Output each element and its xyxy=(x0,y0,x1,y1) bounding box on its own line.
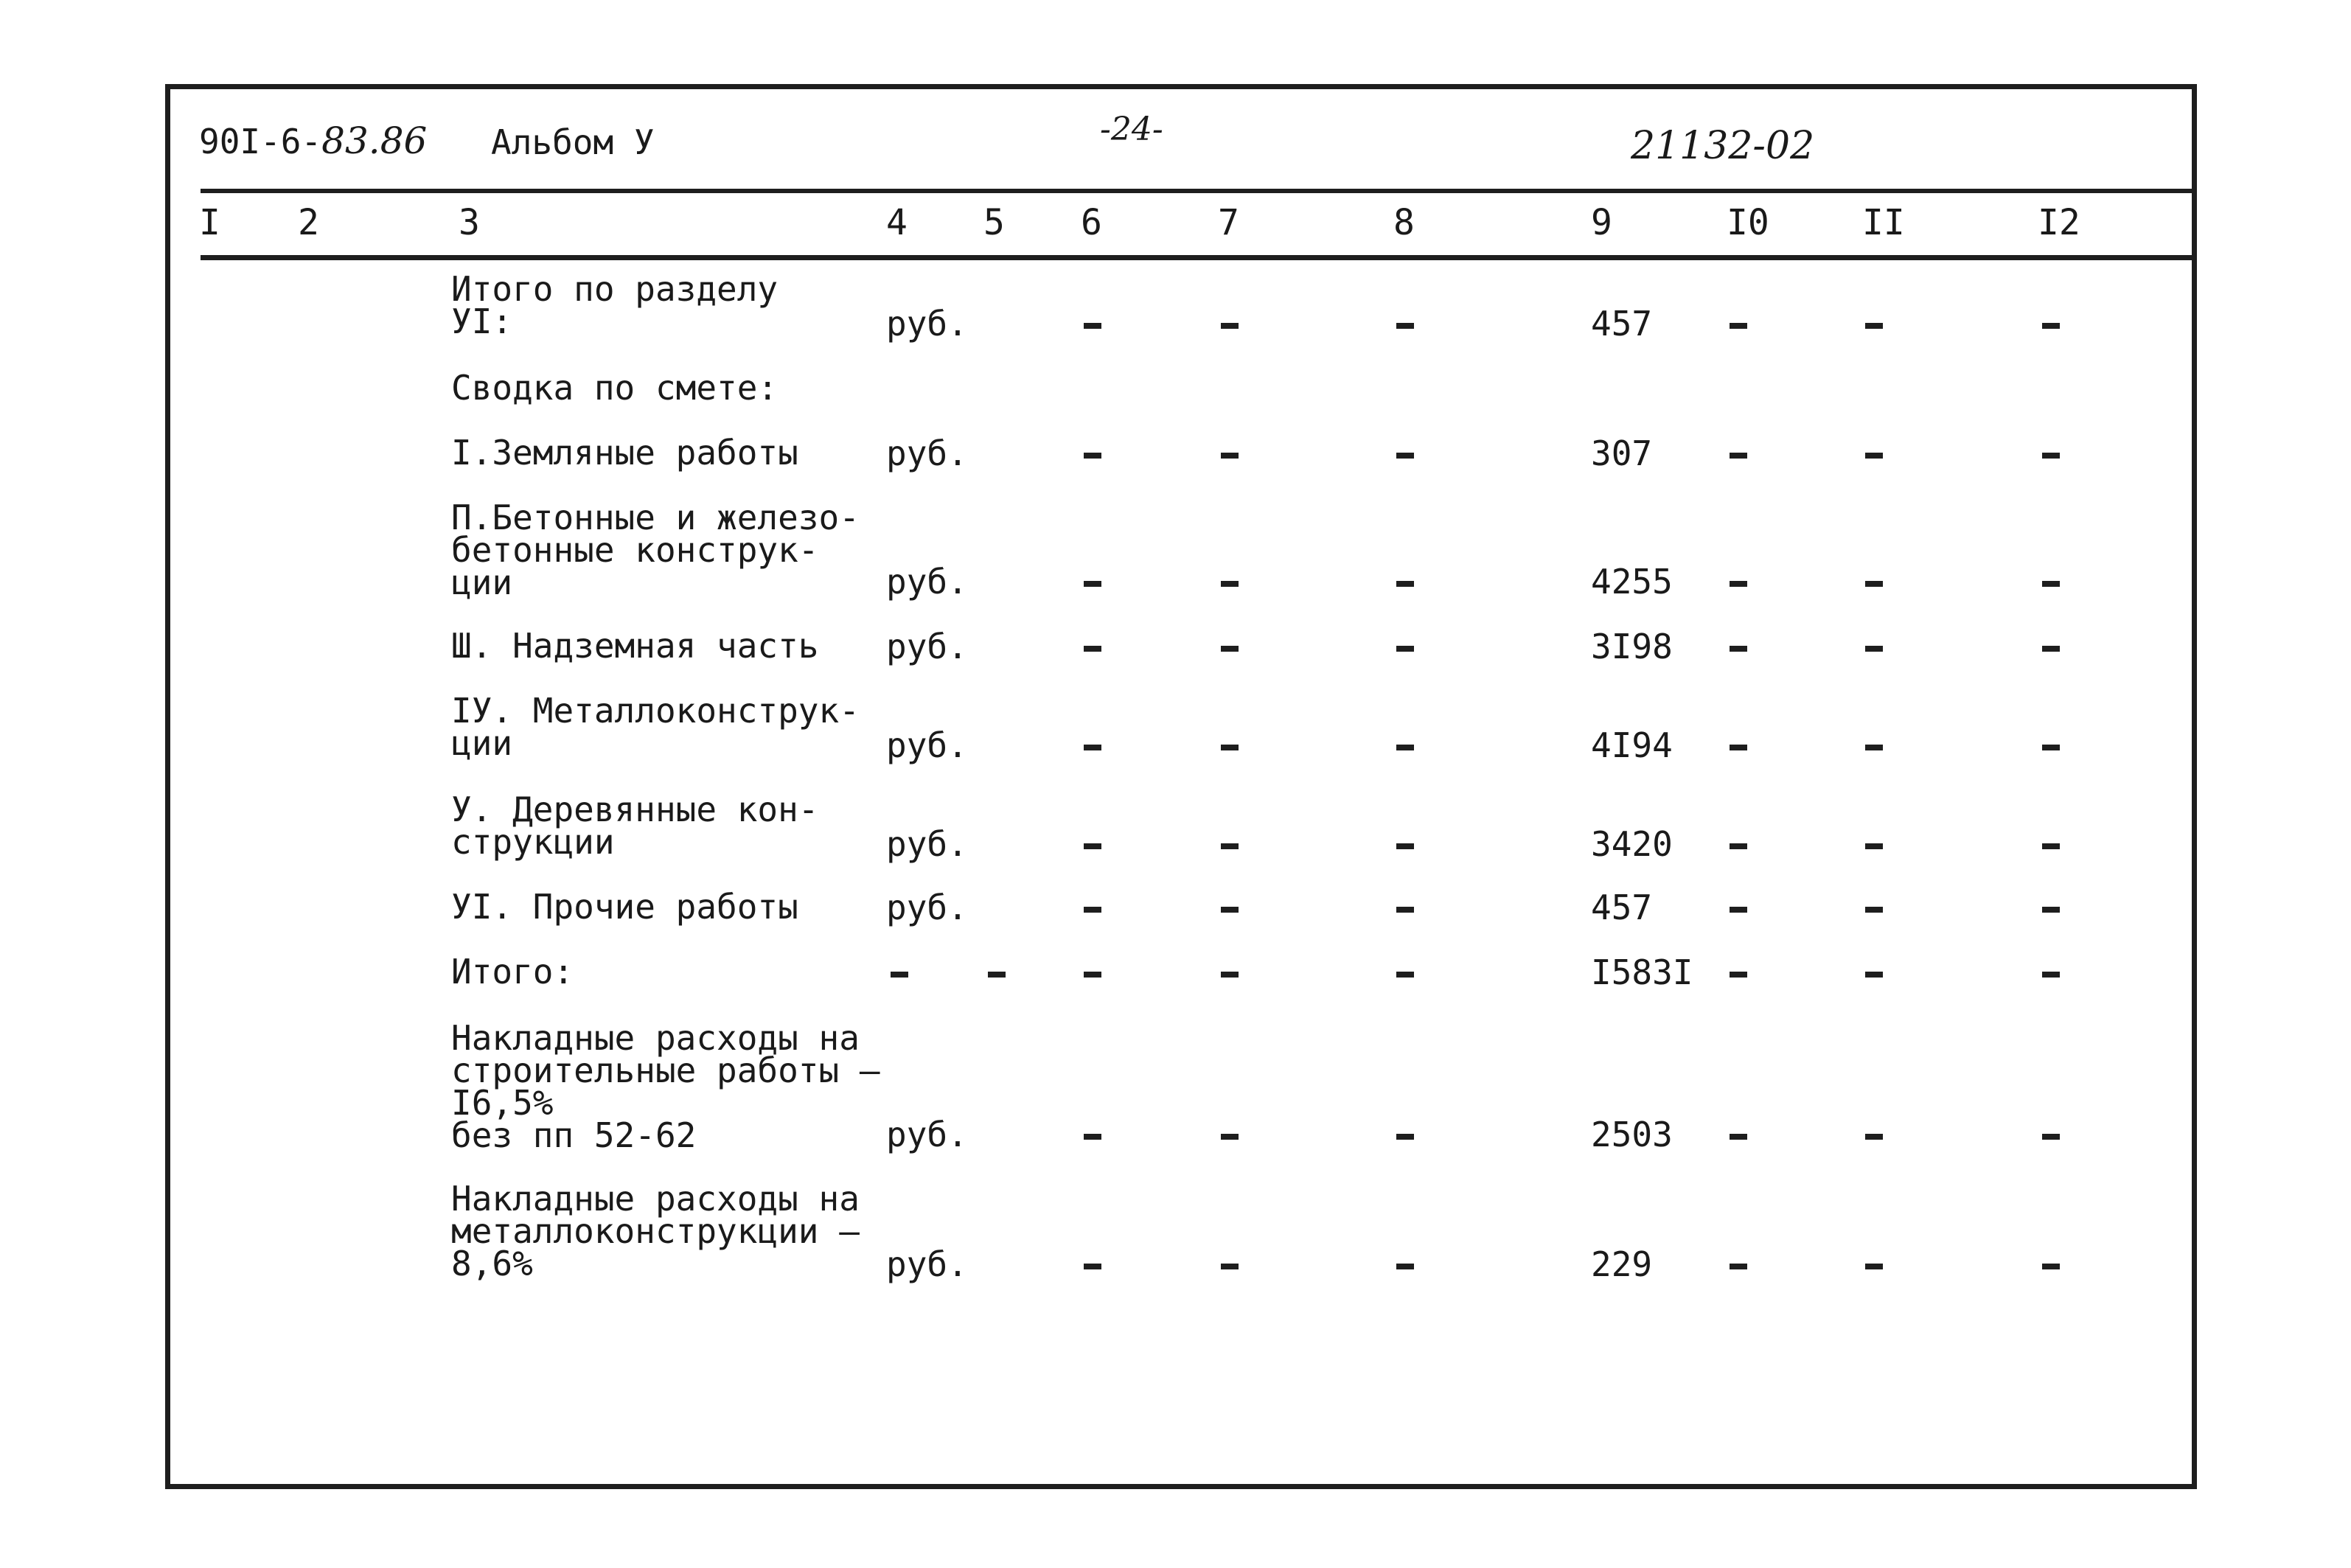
dash-mark xyxy=(1865,745,1883,750)
dash-mark xyxy=(1865,323,1883,329)
dash-mark xyxy=(1084,972,1101,978)
doc-code-printed: 90I-6- xyxy=(199,122,322,161)
value-cell: 3420 xyxy=(1591,824,1673,864)
dash-mark xyxy=(1221,1264,1239,1269)
dash-mark xyxy=(1221,907,1239,913)
dash-mark xyxy=(2042,972,2060,978)
dash-mark xyxy=(1084,1264,1101,1269)
dash-mark xyxy=(1396,1264,1414,1269)
row-label: П.Бетонные и железо- бетонные конструк- ции xyxy=(451,498,860,602)
column-heading: 9 xyxy=(1591,202,1612,243)
doc-code-handwritten: 83.86 xyxy=(321,119,428,162)
unit-cell: руб. xyxy=(886,824,968,864)
dash-mark xyxy=(2042,646,2060,652)
row-label: У. Деревянные кон- струкции xyxy=(451,790,819,862)
dash-mark xyxy=(891,972,908,978)
dash-mark xyxy=(1221,646,1239,652)
value-cell: 307 xyxy=(1591,433,1653,473)
dash-mark xyxy=(1221,843,1239,849)
dash-mark xyxy=(1084,323,1101,329)
dash-mark xyxy=(988,972,1006,978)
unit-cell: руб. xyxy=(886,1115,968,1154)
dash-mark xyxy=(1730,745,1747,750)
column-heading: 5 xyxy=(983,202,1005,243)
dash-mark xyxy=(1730,843,1747,849)
dash-mark xyxy=(1865,843,1883,849)
sheet-code: 21132-02 xyxy=(1631,124,1815,168)
unit-cell: руб. xyxy=(886,888,968,927)
dash-mark xyxy=(1396,843,1414,849)
dash-mark xyxy=(1396,1134,1414,1140)
dash-mark xyxy=(1865,646,1883,652)
column-heading: I0 xyxy=(1727,202,1769,243)
column-heading: 3 xyxy=(459,202,480,243)
doc-code xyxy=(199,119,428,162)
row-label: Итого: xyxy=(451,952,574,992)
dash-mark xyxy=(1865,581,1883,587)
dash-mark xyxy=(1865,1134,1883,1140)
dash-mark xyxy=(2042,581,2060,587)
unit-cell: руб. xyxy=(886,304,968,344)
unit-cell: руб. xyxy=(886,562,968,602)
dash-mark xyxy=(2042,1264,2060,1269)
dash-mark xyxy=(2042,907,2060,913)
unit-cell: руб. xyxy=(886,433,968,473)
dash-mark xyxy=(1730,581,1747,587)
album-label: Альбом У xyxy=(491,122,655,162)
dash-mark xyxy=(1730,323,1747,329)
dash-mark xyxy=(1221,1134,1239,1140)
dash-mark xyxy=(1396,907,1414,913)
value-cell: I583I xyxy=(1591,952,1693,992)
dash-mark xyxy=(1221,323,1239,329)
header-rule xyxy=(201,189,2195,193)
column-heading: 2 xyxy=(298,202,319,243)
column-heading: II xyxy=(1862,202,1905,243)
unit-cell: руб. xyxy=(886,725,968,765)
dash-mark xyxy=(1221,972,1239,978)
row-label: Итого по разделу УI: xyxy=(451,269,779,341)
dash-mark xyxy=(2042,1134,2060,1140)
dash-mark xyxy=(1084,745,1101,750)
dash-mark xyxy=(1730,453,1747,459)
dash-mark xyxy=(1221,745,1239,750)
row-label: Накладные расходы на строительные работы – I6,5% без пп 52-62 xyxy=(451,1018,880,1155)
column-head-rule xyxy=(201,255,2195,260)
dash-mark xyxy=(1084,843,1101,849)
row-label: IУ. Металлоконструк- ции xyxy=(451,691,860,763)
value-cell: 4I94 xyxy=(1591,725,1673,765)
dash-mark xyxy=(2042,745,2060,750)
dash-mark xyxy=(1084,453,1101,459)
row-label: Ш. Надземная часть xyxy=(451,626,819,666)
unit-cell: руб. xyxy=(886,627,968,666)
dash-mark xyxy=(1865,907,1883,913)
column-heading: 7 xyxy=(1218,202,1239,243)
value-cell: 3I98 xyxy=(1591,627,1673,666)
dash-mark xyxy=(1221,581,1239,587)
dash-mark xyxy=(2042,843,2060,849)
column-heading: 6 xyxy=(1081,202,1102,243)
column-heading: 4 xyxy=(886,202,908,243)
row-label: Сводка по смете: xyxy=(451,368,779,408)
dash-mark xyxy=(1865,453,1883,459)
dash-mark xyxy=(1396,323,1414,329)
dash-mark xyxy=(1084,907,1101,913)
value-cell: 4255 xyxy=(1591,562,1673,602)
dash-mark xyxy=(1730,646,1747,652)
dash-mark xyxy=(2042,453,2060,459)
value-cell: 2503 xyxy=(1591,1115,1673,1154)
column-heading: 8 xyxy=(1393,202,1415,243)
dash-mark xyxy=(1396,972,1414,978)
dash-mark xyxy=(1730,1264,1747,1269)
dash-mark xyxy=(1865,972,1883,978)
value-cell: 457 xyxy=(1591,304,1653,344)
dash-mark xyxy=(1730,972,1747,978)
row-label: I.Земляные работы xyxy=(451,433,798,473)
value-cell: 229 xyxy=(1591,1244,1653,1284)
column-heading: I xyxy=(199,202,220,243)
value-cell: 457 xyxy=(1591,888,1653,927)
page-number: -24- xyxy=(1100,111,1163,148)
dash-mark xyxy=(1730,1134,1747,1140)
dash-mark xyxy=(1396,745,1414,750)
dash-mark xyxy=(1084,1134,1101,1140)
dash-mark xyxy=(1084,581,1101,587)
row-label: Накладные расходы на металлоконструкции – 8,6% xyxy=(451,1179,860,1283)
unit-cell: руб. xyxy=(886,1244,968,1284)
dash-mark xyxy=(1730,907,1747,913)
dash-mark xyxy=(1865,1264,1883,1269)
dash-mark xyxy=(1084,646,1101,652)
dash-mark xyxy=(1221,453,1239,459)
dash-mark xyxy=(1396,453,1414,459)
column-heading: I2 xyxy=(2038,202,2080,243)
row-label: УI. Прочие работы xyxy=(451,887,798,927)
dash-mark xyxy=(2042,323,2060,329)
dash-mark xyxy=(1396,646,1414,652)
dash-mark xyxy=(1396,581,1414,587)
